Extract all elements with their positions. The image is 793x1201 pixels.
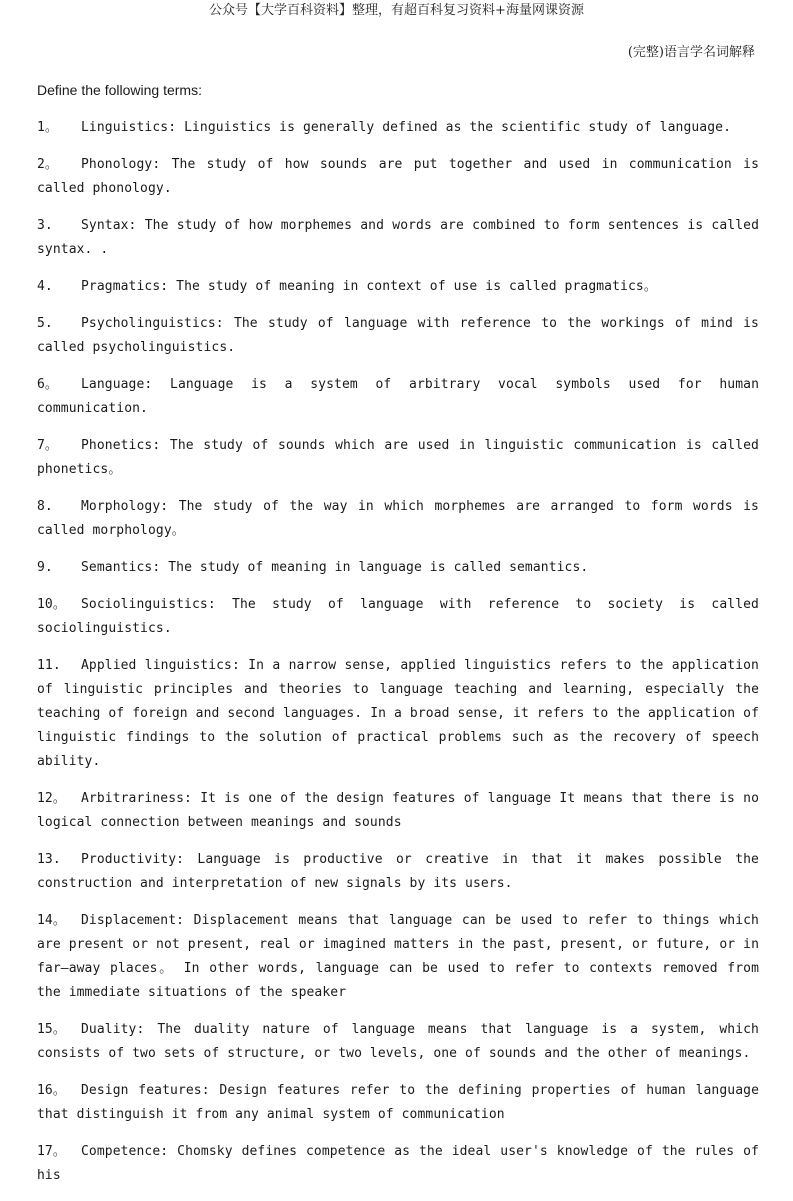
definition-entry	[37, 312, 759, 360]
entry-term: Applied linguistics:	[81, 658, 240, 673]
entry-number: 17。	[37, 1144, 66, 1159]
entry-definition: The study of meaning in language is called semantics.	[168, 560, 589, 575]
entry-number: 12。	[37, 791, 66, 806]
definition-entry	[37, 116, 759, 140]
entry-number: 13.	[37, 852, 61, 867]
top-banner: 公众号【大学百科资料】整理，有超百科复习资料+海量网课资源	[209, 3, 584, 18]
definition-entry	[37, 434, 759, 482]
entry-term: Productivity:	[81, 852, 185, 867]
entry-definition: The study of the way in which morphemes are arranged to form words is called morphology。	[37, 499, 759, 538]
entry-term: Morphology:	[81, 499, 169, 514]
entry-definition: The study of how sounds are put together and used in communication is called phonology.	[37, 157, 759, 196]
entry-number: 7。	[37, 438, 59, 453]
entry-term: Semantics:	[81, 560, 161, 575]
definition-entry	[37, 909, 759, 1005]
entry-number: 1。	[37, 120, 59, 135]
entry-definition: It is one of the design features of language It means that there is no logical connection between meanings and sounds	[37, 791, 759, 830]
entry-term: Language:	[81, 377, 153, 392]
entry-term: Displacement:	[81, 913, 185, 928]
entry-definition: Design features refer to the defining properties of human language that distinguish it from any animal system of communication	[37, 1083, 759, 1122]
definition-entry	[37, 495, 759, 543]
entry-term: Arbitrariness:	[81, 791, 192, 806]
entry-definition: The study of how morphemes and words are combined to form sentences is called syntax. .	[37, 218, 759, 257]
entry-term: Psycholinguistics:	[81, 316, 224, 331]
entry-number: 9.	[37, 560, 53, 575]
entry-definition: The study of sounds which are used in linguistic communication is called phonetics。	[37, 438, 759, 477]
entry-definition: In a narrow sense, applied linguistics refers to the application of linguistic principles and theories to language teaching and learning, especially the teaching of foreign and second languages. In a broad sense, it refers to the application of linguistic findings to the solution of practical problems such as the recovery of speech ability.	[37, 658, 759, 769]
definition-entry	[37, 1079, 759, 1127]
entry-term: Syntax:	[81, 218, 137, 233]
entry-definition: The study of language with reference to the workings of mind is called psycholinguistics.	[37, 316, 759, 355]
intro-heading: Define the following terms:	[37, 82, 202, 98]
definition-entry	[37, 1018, 759, 1066]
entry-definition: Chomsky defines competence as the ideal user's knowledge of the rules of his	[37, 1144, 759, 1183]
entry-term: Linguistics:	[81, 120, 177, 135]
entry-term: Competence:	[81, 1144, 169, 1159]
definition-entry	[37, 275, 759, 299]
definition-entry	[37, 787, 759, 835]
document-title: (完整)语言学名词解释	[627, 45, 755, 60]
entry-term: Design features:	[81, 1083, 210, 1098]
definition-entry	[37, 214, 759, 262]
entry-number: 6。	[37, 377, 59, 392]
entry-number: 2。	[37, 157, 59, 172]
definition-entry	[37, 373, 759, 421]
entry-number: 16。	[37, 1083, 66, 1098]
entry-number: 11.	[37, 658, 61, 673]
definitions-list	[37, 116, 759, 1201]
entry-number: 8.	[37, 499, 53, 514]
entry-definition: The duality nature of language means that language is a system, which consists of two sets of structure, or two levels, one of sounds and the other of meanings.	[37, 1022, 759, 1061]
entry-number: 5.	[37, 316, 53, 331]
entry-definition: Language is productive or creative in that it makes possible the construction and interpretation of new signals by its users.	[37, 852, 759, 891]
definition-entry	[37, 556, 759, 580]
entry-number: 10。	[37, 597, 66, 612]
entry-term: Phonology:	[81, 157, 161, 172]
entry-definition: Linguistics is generally defined as the scientific study of language.	[184, 120, 732, 135]
entry-number: 15。	[37, 1022, 66, 1037]
entry-definition: The study of meaning in context of use is called pragmatics。	[176, 279, 657, 294]
entry-number: 4.	[37, 279, 53, 294]
entry-definition: Language is a system of arbitrary vocal symbols used for human communication.	[37, 377, 759, 416]
definition-entry	[37, 1140, 759, 1188]
definition-entry	[37, 593, 759, 641]
entry-term: Phonetics:	[81, 438, 161, 453]
entry-term: Sociolinguistics:	[81, 597, 216, 612]
entry-term: Duality:	[81, 1022, 145, 1037]
entry-number: 14。	[37, 913, 66, 928]
definition-entry	[37, 153, 759, 201]
entry-definition: Displacement means that language can be used to refer to things which are present or not present, real or imagined matters in the past, present, or future, or in far—away places。 In other words, language can be used to refer to contexts removed from the immediate situations of the speaker	[37, 913, 759, 1000]
entry-definition: The study of language with reference to society is called sociolinguistics.	[37, 597, 759, 636]
entry-number: 3.	[37, 218, 53, 233]
definition-entry	[37, 654, 759, 774]
definition-entry	[37, 848, 759, 896]
entry-term: Pragmatics:	[81, 279, 169, 294]
